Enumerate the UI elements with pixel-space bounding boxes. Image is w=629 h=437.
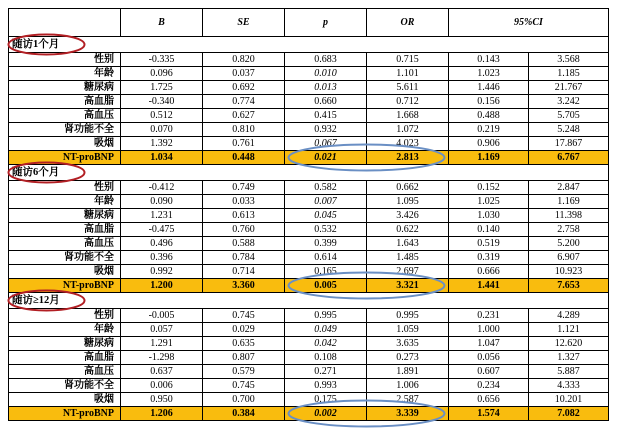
cell-ci-high: 1.169 bbox=[529, 195, 609, 209]
cell-ci-high: 5.887 bbox=[529, 365, 609, 379]
cell-SE: 0.029 bbox=[203, 323, 285, 337]
cell-B: 0.496 bbox=[121, 237, 203, 251]
cell-SE: 0.692 bbox=[203, 81, 285, 95]
row-label: 年龄 bbox=[9, 195, 121, 209]
cell-ci-high: 6.767 bbox=[529, 151, 609, 165]
row-label: 性别 bbox=[9, 181, 121, 195]
table-row bbox=[9, 81, 609, 95]
cell-B: 0.637 bbox=[121, 365, 203, 379]
cell-OR: 1.891 bbox=[367, 365, 449, 379]
group-row bbox=[9, 37, 609, 53]
cell-B: 0.090 bbox=[121, 195, 203, 209]
cell-OR: 0.995 bbox=[367, 309, 449, 323]
table-row bbox=[9, 337, 609, 351]
cell-p: 0.005 bbox=[285, 279, 367, 293]
cell-B: -0.005 bbox=[121, 309, 203, 323]
cell-OR: 2.587 bbox=[367, 393, 449, 407]
table-row bbox=[9, 223, 609, 237]
cell-SE: 0.635 bbox=[203, 337, 285, 351]
row-label: NT-proBNP bbox=[9, 279, 121, 293]
cell-B: 1.034 bbox=[121, 151, 203, 165]
cell-SE: 0.613 bbox=[203, 209, 285, 223]
cell-OR: 1.643 bbox=[367, 237, 449, 251]
cell-SE: 0.033 bbox=[203, 195, 285, 209]
header-row bbox=[9, 9, 609, 37]
cell-p: 0.660 bbox=[285, 95, 367, 109]
cell-p: 0.582 bbox=[285, 181, 367, 195]
table-row bbox=[9, 209, 609, 223]
cell-ci-high: 3.242 bbox=[529, 95, 609, 109]
header-label-col bbox=[9, 9, 121, 37]
row-label: 肾功能不全 bbox=[9, 251, 121, 265]
cell-OR: 0.622 bbox=[367, 223, 449, 237]
row-label: 高血压 bbox=[9, 365, 121, 379]
cell-OR: 4.023 bbox=[367, 137, 449, 151]
cell-OR: 3.635 bbox=[367, 337, 449, 351]
group-title: 随访≥12月 bbox=[9, 293, 609, 309]
cell-B: 0.070 bbox=[121, 123, 203, 137]
cell-SE: 0.749 bbox=[203, 181, 285, 195]
row-label: NT-proBNP bbox=[9, 151, 121, 165]
cell-SE: 0.810 bbox=[203, 123, 285, 137]
row-label: 年龄 bbox=[9, 323, 121, 337]
cell-ci-low: 0.234 bbox=[449, 379, 529, 393]
cell-OR: 2.697 bbox=[367, 265, 449, 279]
cell-B: 0.992 bbox=[121, 265, 203, 279]
table-row bbox=[9, 67, 609, 81]
row-label: 高血脂 bbox=[9, 223, 121, 237]
cell-ci-high: 12.620 bbox=[529, 337, 609, 351]
cell-OR: 5.611 bbox=[367, 81, 449, 95]
cell-p: 0.045 bbox=[285, 209, 367, 223]
cell-B: -1.298 bbox=[121, 351, 203, 365]
cell-ci-low: 1.030 bbox=[449, 209, 529, 223]
header-or: OR bbox=[367, 9, 449, 37]
cell-SE: 0.448 bbox=[203, 151, 285, 165]
cell-ci-high: 1.185 bbox=[529, 67, 609, 81]
header-se: SE bbox=[203, 9, 285, 37]
row-label: 高血压 bbox=[9, 109, 121, 123]
table-row bbox=[9, 309, 609, 323]
highlight-row bbox=[9, 279, 609, 293]
cell-p: 0.175 bbox=[285, 393, 367, 407]
table-row bbox=[9, 365, 609, 379]
cell-p: 0.932 bbox=[285, 123, 367, 137]
cell-SE: 0.807 bbox=[203, 351, 285, 365]
table-row bbox=[9, 237, 609, 251]
cell-SE: 0.820 bbox=[203, 53, 285, 67]
cell-ci-high: 4.333 bbox=[529, 379, 609, 393]
cell-ci-high: 5.200 bbox=[529, 237, 609, 251]
cell-ci-low: 0.519 bbox=[449, 237, 529, 251]
cell-SE: 0.745 bbox=[203, 309, 285, 323]
table-row bbox=[9, 393, 609, 407]
cell-ci-low: 1.000 bbox=[449, 323, 529, 337]
cell-SE: 0.761 bbox=[203, 137, 285, 151]
cell-p: 0.415 bbox=[285, 109, 367, 123]
row-label: 性别 bbox=[9, 53, 121, 67]
cell-OR: 3.339 bbox=[367, 407, 449, 421]
cell-SE: 0.588 bbox=[203, 237, 285, 251]
cell-SE: 3.360 bbox=[203, 279, 285, 293]
cell-B: 1.725 bbox=[121, 81, 203, 95]
header-ci: 95%CI bbox=[449, 9, 609, 37]
cell-B: 0.396 bbox=[121, 251, 203, 265]
cell-ci-low: 0.143 bbox=[449, 53, 529, 67]
cell-OR: 0.273 bbox=[367, 351, 449, 365]
cell-p: 0.013 bbox=[285, 81, 367, 95]
row-label: 吸烟 bbox=[9, 393, 121, 407]
cell-B: 1.231 bbox=[121, 209, 203, 223]
header-p: p bbox=[285, 9, 367, 37]
cell-ci-low: 0.156 bbox=[449, 95, 529, 109]
table-row bbox=[9, 137, 609, 151]
cell-ci-high: 1.121 bbox=[529, 323, 609, 337]
cell-ci-low: 1.574 bbox=[449, 407, 529, 421]
cell-OR: 1.485 bbox=[367, 251, 449, 265]
cell-B: 0.006 bbox=[121, 379, 203, 393]
table-row bbox=[9, 95, 609, 109]
cell-B: 1.206 bbox=[121, 407, 203, 421]
cell-OR: 0.715 bbox=[367, 53, 449, 67]
cell-p: 0.532 bbox=[285, 223, 367, 237]
table-row bbox=[9, 251, 609, 265]
cell-ci-low: 0.607 bbox=[449, 365, 529, 379]
cell-OR: 1.059 bbox=[367, 323, 449, 337]
group-row bbox=[9, 165, 609, 181]
row-label: 肾功能不全 bbox=[9, 123, 121, 137]
table-row bbox=[9, 53, 609, 67]
cell-OR: 0.712 bbox=[367, 95, 449, 109]
cell-SE: 0.700 bbox=[203, 393, 285, 407]
table-row bbox=[9, 265, 609, 279]
cell-B: 1.291 bbox=[121, 337, 203, 351]
cell-OR: 1.072 bbox=[367, 123, 449, 137]
cell-ci-low: 0.140 bbox=[449, 223, 529, 237]
cell-ci-low: 1.023 bbox=[449, 67, 529, 81]
cell-ci-low: 0.656 bbox=[449, 393, 529, 407]
cell-B: 0.950 bbox=[121, 393, 203, 407]
highlight-row bbox=[9, 151, 609, 165]
cell-ci-low: 0.666 bbox=[449, 265, 529, 279]
cell-ci-high: 4.289 bbox=[529, 309, 609, 323]
cell-ci-high: 1.327 bbox=[529, 351, 609, 365]
table-row bbox=[9, 181, 609, 195]
cell-p: 0.683 bbox=[285, 53, 367, 67]
table-row bbox=[9, 379, 609, 393]
cell-p: 0.007 bbox=[285, 195, 367, 209]
table-row bbox=[9, 123, 609, 137]
row-label: 糖尿病 bbox=[9, 337, 121, 351]
cell-ci-low: 1.169 bbox=[449, 151, 529, 165]
cell-ci-high: 3.568 bbox=[529, 53, 609, 67]
cell-B: 1.200 bbox=[121, 279, 203, 293]
cell-ci-high: 10.923 bbox=[529, 265, 609, 279]
cell-p: 0.271 bbox=[285, 365, 367, 379]
cell-B: -0.335 bbox=[121, 53, 203, 67]
group-title: 随访6个月 bbox=[9, 165, 609, 181]
row-label: 高血脂 bbox=[9, 351, 121, 365]
cell-ci-low: 1.025 bbox=[449, 195, 529, 209]
row-label: 性别 bbox=[9, 309, 121, 323]
cell-p: 0.614 bbox=[285, 251, 367, 265]
row-label: NT-proBNP bbox=[9, 407, 121, 421]
cell-ci-high: 2.847 bbox=[529, 181, 609, 195]
cell-SE: 0.627 bbox=[203, 109, 285, 123]
row-label: 吸烟 bbox=[9, 137, 121, 151]
cell-OR: 1.101 bbox=[367, 67, 449, 81]
cell-ci-high: 5.705 bbox=[529, 109, 609, 123]
cell-p: 0.399 bbox=[285, 237, 367, 251]
cell-ci-high: 21.767 bbox=[529, 81, 609, 95]
cell-p: 0.108 bbox=[285, 351, 367, 365]
highlight-row bbox=[9, 407, 609, 421]
row-label: 糖尿病 bbox=[9, 209, 121, 223]
row-label: 年龄 bbox=[9, 67, 121, 81]
cell-ci-high: 7.653 bbox=[529, 279, 609, 293]
table-row bbox=[9, 109, 609, 123]
cell-B: -0.475 bbox=[121, 223, 203, 237]
cell-B: 0.512 bbox=[121, 109, 203, 123]
cell-p: 0.042 bbox=[285, 337, 367, 351]
table-row bbox=[9, 351, 609, 365]
cell-p: 0.010 bbox=[285, 67, 367, 81]
header-b: B bbox=[121, 9, 203, 37]
cell-ci-high: 5.248 bbox=[529, 123, 609, 137]
row-label: 肾功能不全 bbox=[9, 379, 121, 393]
cell-SE: 0.037 bbox=[203, 67, 285, 81]
cell-B: -0.340 bbox=[121, 95, 203, 109]
cell-p: 0.021 bbox=[285, 151, 367, 165]
row-label: 吸烟 bbox=[9, 265, 121, 279]
cell-ci-low: 1.446 bbox=[449, 81, 529, 95]
cell-OR: 3.321 bbox=[367, 279, 449, 293]
row-label: 高血压 bbox=[9, 237, 121, 251]
cell-B: 0.096 bbox=[121, 67, 203, 81]
cell-SE: 0.745 bbox=[203, 379, 285, 393]
cell-SE: 0.579 bbox=[203, 365, 285, 379]
cell-ci-high: 7.082 bbox=[529, 407, 609, 421]
cell-B: -0.412 bbox=[121, 181, 203, 195]
cell-OR: 1.095 bbox=[367, 195, 449, 209]
row-label: 高血脂 bbox=[9, 95, 121, 109]
group-row bbox=[9, 293, 609, 309]
cell-SE: 0.714 bbox=[203, 265, 285, 279]
cell-p: 0.049 bbox=[285, 323, 367, 337]
cell-ci-high: 10.201 bbox=[529, 393, 609, 407]
cell-SE: 0.774 bbox=[203, 95, 285, 109]
table-row bbox=[9, 323, 609, 337]
cell-p: 0.993 bbox=[285, 379, 367, 393]
cell-ci-low: 0.488 bbox=[449, 109, 529, 123]
cell-p: 0.995 bbox=[285, 309, 367, 323]
cell-SE: 0.784 bbox=[203, 251, 285, 265]
cell-p: 0.165 bbox=[285, 265, 367, 279]
cell-ci-low: 0.152 bbox=[449, 181, 529, 195]
cell-ci-low: 0.906 bbox=[449, 137, 529, 151]
cell-ci-low: 1.047 bbox=[449, 337, 529, 351]
table-row bbox=[9, 195, 609, 209]
cell-ci-high: 17.867 bbox=[529, 137, 609, 151]
cell-ci-low: 0.231 bbox=[449, 309, 529, 323]
cell-OR: 1.006 bbox=[367, 379, 449, 393]
cell-OR: 2.813 bbox=[367, 151, 449, 165]
cell-OR: 0.662 bbox=[367, 181, 449, 195]
cell-ci-high: 6.907 bbox=[529, 251, 609, 265]
cell-B: 0.057 bbox=[121, 323, 203, 337]
cell-SE: 0.384 bbox=[203, 407, 285, 421]
cell-SE: 0.760 bbox=[203, 223, 285, 237]
cell-p: 0.067 bbox=[285, 137, 367, 151]
group-title: 随访1个月 bbox=[9, 37, 609, 53]
cell-ci-low: 0.219 bbox=[449, 123, 529, 137]
cell-B: 1.392 bbox=[121, 137, 203, 151]
row-label: 糖尿病 bbox=[9, 81, 121, 95]
cell-OR: 3.426 bbox=[367, 209, 449, 223]
cell-ci-high: 11.398 bbox=[529, 209, 609, 223]
cell-OR: 1.668 bbox=[367, 109, 449, 123]
cell-ci-low: 0.319 bbox=[449, 251, 529, 265]
cell-p: 0.002 bbox=[285, 407, 367, 421]
regression-table bbox=[8, 8, 609, 421]
cell-ci-low: 1.441 bbox=[449, 279, 529, 293]
cell-ci-high: 2.758 bbox=[529, 223, 609, 237]
cell-ci-low: 0.056 bbox=[449, 351, 529, 365]
